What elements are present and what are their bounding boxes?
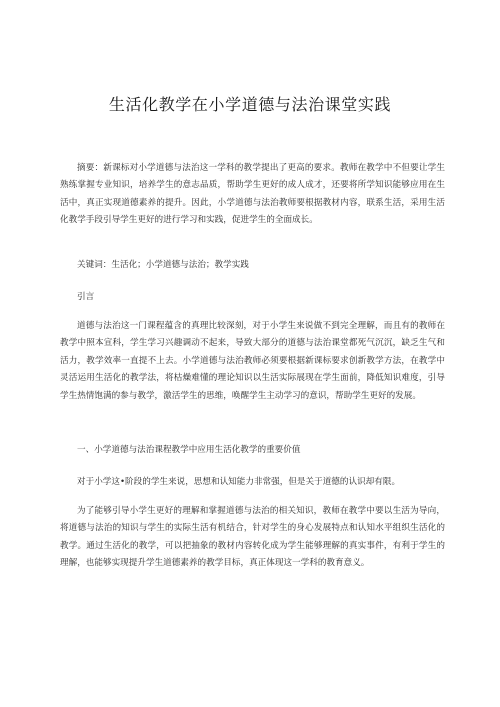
keywords-line: 关键词：生活化；小学道德与法治；教学实践 [77, 260, 249, 270]
intro-heading: 引言 [77, 292, 95, 302]
section1-paragraph-1: 对于小学这•阶段的学生来说，思想和认知能力非常强，但是关于道德的认识却有限。 [77, 477, 401, 487]
document-title: 生活化教学在小学道德与法治课堂实践 [108, 95, 392, 114]
abstract-paragraph: 摘要：新课标对小学道德与法治这一学科的教学提出了更高的要求。教师在教学中不但要让学生熟练掌握专业知识，培养学生的意志品质，帮助学生更好的成人成才，还要将所学知识能够应用在生活中，真正实现道德素养的提升。因此，小学道德与法治教师要根据教材内容，联系生活，采用生活化教学手段引导学生更好的进行学习和实践，促进学生的全面成长。 [60, 163, 445, 226]
section1-paragraph-2: 为了能够引导小学生更好的理解和掌握道德与法治的相关知识，教师在教学中要以生活为导向，将道德与法治的知识与学生的实际生活有机结合，针对学生的身心发展特点和认知水平组织生活化的教学。通过生活化的教学，可以把抽象的教材内容转化成为学生能够理解的真实事件，有利于学生的理解，也能够实现提升学生道德素养的教学目标，真正体现这一学科的教育意义。 [60, 506, 445, 569]
intro-paragraph: 道德与法治这一门课程蕴含的真理比较深刻，对于小学生来说做不到完全理解，而且有的教师在教学中照本宣科，学生学习兴趣调动不起来，导致大部分的道德与法治课堂都死气沉沉，缺乏生气和活力，教学效率一直提不上去。小学道德与法治教师必须要根据新课标要求创新教学方法，在教学中灵活运用生活化的教学法，将枯燥难懂的理论知识以生活实际展现在学生面前，降低知识难度，引导学生热情饱满的参与教学，激活学生的思维，唤醒学生主动学习的意识，帮助学生更好的发展。 [60, 321, 445, 401]
section1-heading: 一、小学道德与法治课程教学中应用生活化教学的重要价值 [77, 445, 301, 455]
